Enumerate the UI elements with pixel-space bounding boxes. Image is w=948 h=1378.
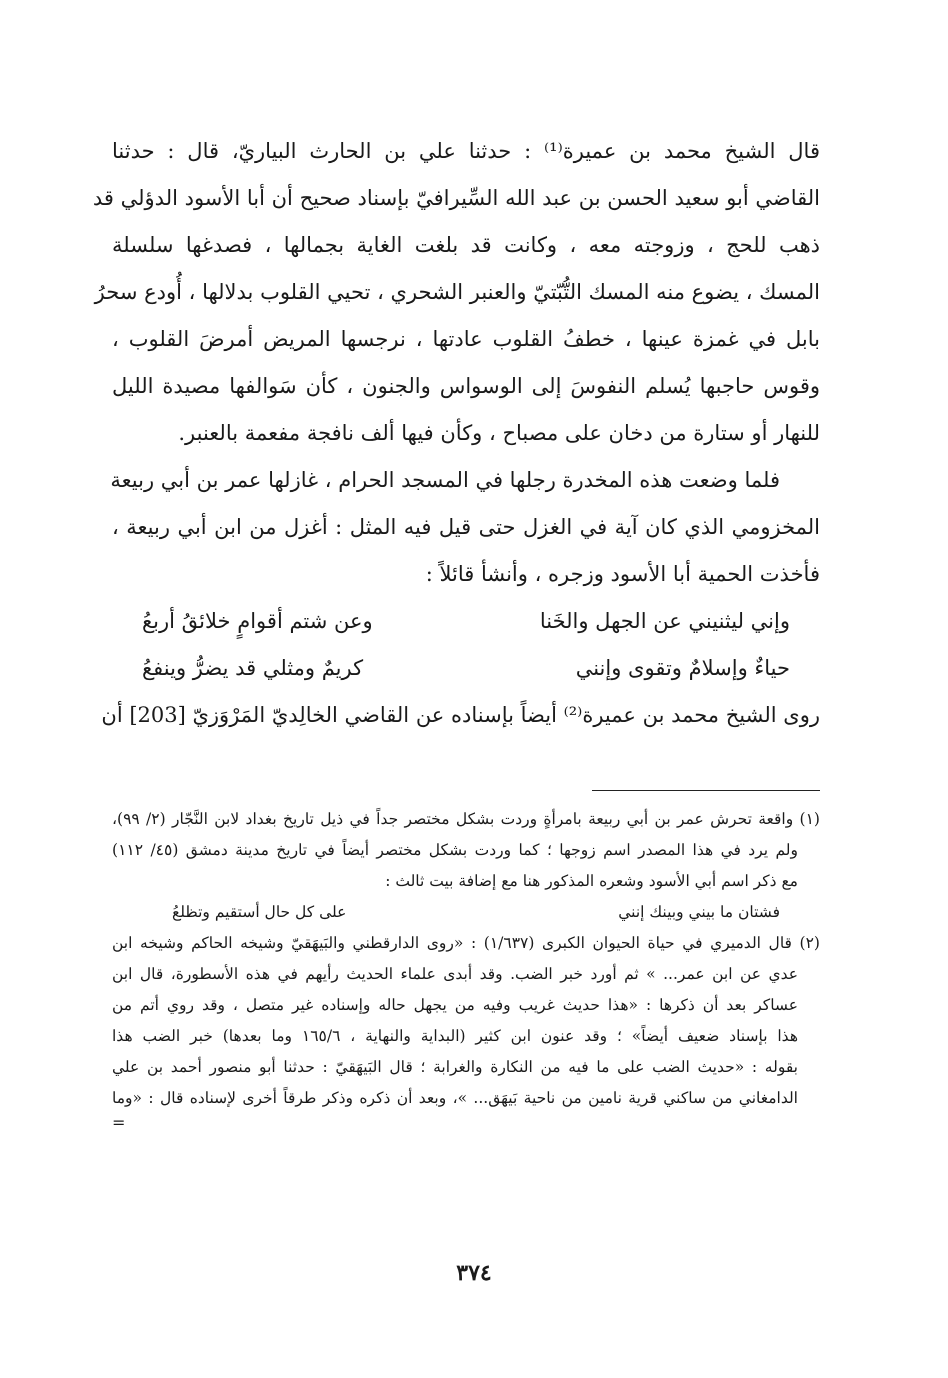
body-line-7: للنهار أو ستارة من دخان على مصباح ، وكأن فيها ألف نافجة مفعمة بالعنبر. — [178, 421, 820, 445]
footnote-1-verse-second: على كل حال أستقيم وتظلعُ — [172, 903, 347, 921]
footnote-2-line-1: (٢) قال الدميري في حياة الحيوان الكبرى (١/٦٣٧) : «روى الدارقطني والبَيهَقيّ وشيخه الحاكم وشيخه ابن — [112, 934, 820, 952]
footnote-2-line-3: عساكر بعد أن ذكرها : «هذا حديث غريب وفيه من يجهل حاله وإسناده غير متصل ، وقد روي أتم من — [112, 996, 798, 1014]
footnote-2-line-4: هذا بإسناد ضعيف أيضاً» ؛ وقد عنون ابن كثير (البداية والنهاية ، ١٦٥/٦ وما بعدها) خبر الضب هذا — [112, 1027, 798, 1045]
body-line-4: المسك ، يضوع منه المسك التُّبّتيّ والعنبر الشحري ، تحيي القلوب بدلالها ، أُودع سحرُ — [94, 280, 820, 304]
body-line-1: قال الشيخ محمد بن عميرة⁽¹⁾ : حدثنا علي بن الحارث البياريّ، قال : حدثنا — [112, 139, 820, 163]
page-number: ٣٧٤ — [456, 1260, 492, 1286]
footnote-1-line-1: (١) واقعة تحرش عمر بن أبي ربيعة بامرأةٍ وردت بشكل مختصر جداً في ذيل تاريخ بغداد لابن النَّجّار (٢/ ٩٩)، — [112, 810, 820, 828]
closing-line: روى الشيخ محمد بن عميرة⁽²⁾ أيضاً بإسناده عن القاضي الخالِديّ المَرْوَزيّ [203] أن — [101, 703, 820, 727]
poem-verse-1-second: وعن شتم أقوامٍ خلائقُ أربعُ — [142, 609, 373, 633]
footnote-separator — [592, 790, 820, 791]
footnote-1-verse-first: فشتان ما بيني وبينك إنني — [618, 903, 780, 921]
continuation-mark: = — [112, 1113, 126, 1132]
poem-verse-2-second: كريمٌ ومثلي قد يضرُّ وينفعُ — [142, 656, 364, 680]
para2-line-2: المخزومي الذي كان آية في الغزل حتى قيل فيه المثل : أغزل من ابن أبي ربيعة ، — [112, 515, 820, 539]
poem-verse-2 — [112, 645, 820, 692]
body-line-3: ذهب للحج ، وزوجته معه ، وكانت قد بلغت الغاية بجمالها ، فصدغها سلسلة — [112, 233, 820, 257]
body-line-6: وقوس حاجبها يُسلم النفوسَ إلى الوسواس والجنون ، كأن سَوالفها مصيدة الليل — [112, 374, 820, 398]
footnote-2-line-6: الدامغاني من ساكني قرية نامين من ناحية بَيهَق... »، وبعد أن ذكره وذكر طرقاً أخرى لإسناده قال : «وما — [112, 1089, 798, 1107]
footnote-1-verse — [112, 897, 820, 928]
footnote-2-line-2: عدي عن ابن عمر... » ثم أورد خبر الضب. وقد أبدى علماء الحديث رأيهم في هذه الأسطورة، قال ابن — [112, 965, 798, 983]
footnote-2-line-5: بقوله : «حديث الضب على ما فيه من النكارة والغرابة ؛ قال البَيهَقيّ : حدثنا أبو منصور أحمد بن علي — [112, 1058, 798, 1076]
footnotes — [112, 804, 820, 1132]
para2-line-1: فلما وضعت هذه المخدرة رجلها في المسجد الحرام ، غازلها عمر بن أبي ربيعة — [110, 468, 780, 492]
main-text — [92, 128, 820, 739]
footnote-1-line-3: مع ذكر اسم أبي الأسود وشعره المذكور هنا مع إضافة بيت ثالث : — [385, 872, 798, 890]
body-line-5: بابل في غمزة عينها ، خطفُ القلوب عادتها ، نرجسها المريض أمرضَ القلوب ، — [112, 327, 820, 351]
para2-line-3: فأخذت الحمية أبا الأسود وزجره ، وأنشأ قائلاً : — [425, 562, 820, 586]
poem-verse-1 — [112, 598, 820, 645]
poem-verse-1-first: وإني ليثنيني عن الجهل والخَنا — [539, 609, 790, 633]
footnote-1-line-2: ولم يرد في هذا المصدر اسم زوجها ؛ كما وردت بشكل مختصر أيضاً في تاريخ مدينة دمشق (٤٥/ ١١٢) — [112, 841, 798, 859]
poem-verse-2-first: حياءٌ وإسلامٌ وتقوى وإنني — [575, 656, 790, 680]
body-line-2: القاضي أبو سعيد الحسن بن عبد الله السِّيرافيّ بإسناد صحيح أن أبا الأسود الدؤلي قد — [92, 186, 820, 210]
